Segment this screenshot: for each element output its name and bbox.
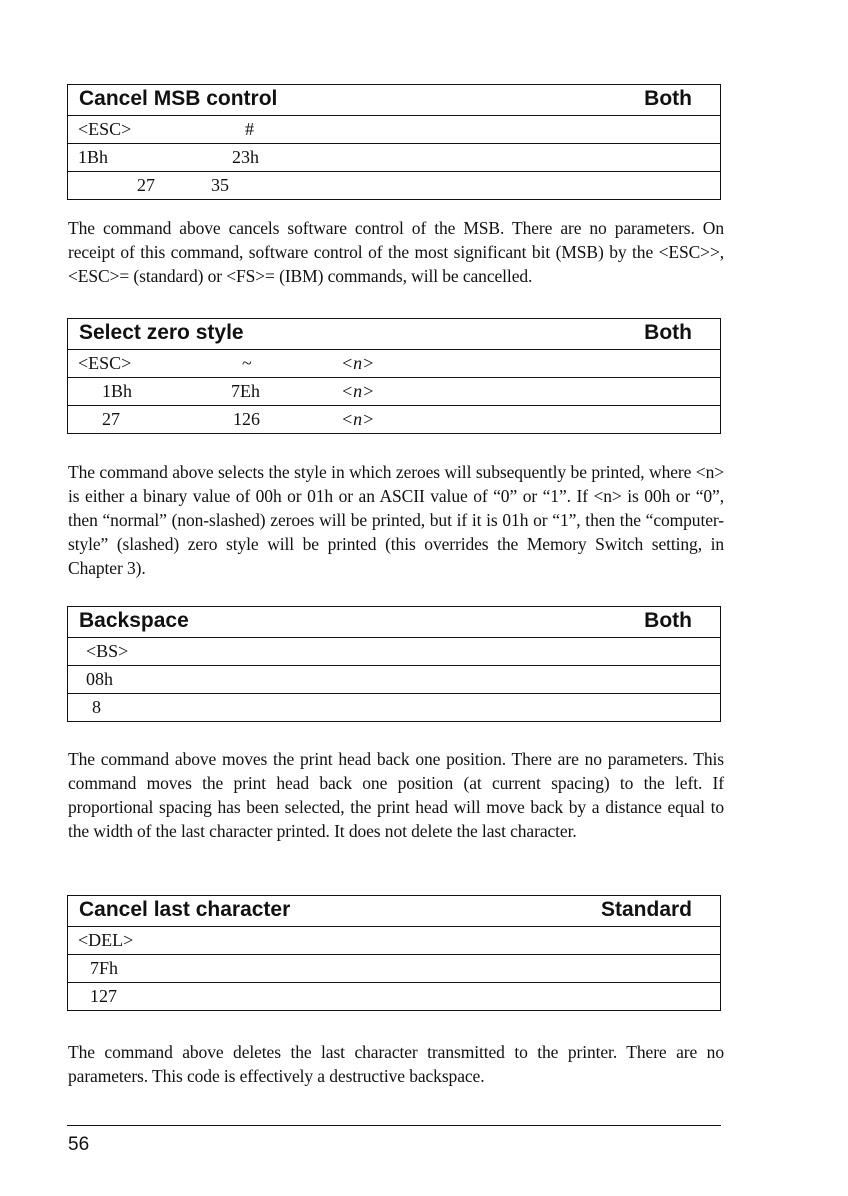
command-row-decimal — [68, 406, 720, 433]
command-row-hex — [68, 955, 720, 983]
description-paragraph: The command above deletes the last character transmitted to the printer. There are no parameters. This code is effectively a destructive backspace. — [68, 1042, 724, 1086]
description-paragraph: The command above cancels software control of the MSB. There are no parameters. On receipt of this command, software control of the most significant bit (MSB) by the <ESC>>, <ESC>= (standard) or <FS>= (IBM) commands, will be cancelled. — [68, 218, 724, 286]
command-row-ascii — [68, 116, 720, 144]
code-cell: <n> — [341, 381, 375, 401]
code-cell: <n> — [341, 353, 375, 373]
code-cell: # — [245, 119, 254, 139]
command-mode: Standard — [600, 898, 692, 921]
code-cell: <ESC> — [78, 353, 132, 373]
command-row-decimal — [68, 983, 720, 1010]
command-box-cancel-last-character — [67, 895, 721, 1011]
code-cell: 1Bh — [102, 381, 133, 401]
code-cell: 126 — [233, 409, 260, 429]
code-cell: 27 — [102, 409, 120, 429]
command-header — [68, 896, 720, 927]
code-cell: 7Eh — [231, 381, 260, 401]
code-cell: 27 — [137, 175, 155, 195]
command-box-cancel-msb — [67, 84, 721, 200]
command-box-backspace — [67, 606, 721, 722]
description-paragraph: The command above moves the print head back one position. There are no parameters. This command moves the print head back one position (at current spacing) to the left. If proportional spacing has been selected, the print head will move back by a distance equal to the width of the last character printed. It does not delete the last character. — [68, 749, 724, 841]
code-cell: <n> — [341, 409, 375, 429]
command-title: Cancel MSB control — [79, 87, 278, 110]
footer-rule — [67, 1125, 721, 1126]
command-mode: Both — [644, 321, 692, 344]
description-paragraph: The command above selects the style in which zeroes will subsequently be printed, where <n> is either a binary value of 00h or 01h or an ASCII value of “0” or “1”. If <n> is 00h or “0”, then “normal” (non-slashed) zeroes will be printed, but if it is 01h or “1”, then the “computer-style” (slashed) zero style will be printed (this overrides the Memory Switch setting, in Chapter 3). — [68, 462, 724, 578]
command-header — [68, 85, 720, 116]
command-title: Select zero style — [79, 321, 244, 344]
command-header — [68, 319, 720, 350]
command-box-select-zero-style — [67, 318, 721, 434]
code-cell: <BS> — [86, 641, 129, 661]
page-number: 56 — [68, 1134, 90, 1155]
code-cell: 8 — [92, 697, 101, 717]
code-cell: 127 — [90, 986, 117, 1006]
command-row-decimal — [68, 172, 720, 199]
command-row-hex — [68, 666, 720, 694]
command-header — [68, 607, 720, 638]
code-cell: 08h — [86, 669, 113, 689]
code-cell: 1Bh — [78, 147, 109, 167]
command-row-hex — [68, 144, 720, 172]
command-row-hex — [68, 378, 720, 406]
command-mode: Both — [644, 87, 692, 110]
command-row-ascii — [68, 638, 720, 666]
code-cell: 23h — [232, 147, 259, 167]
code-cell: 7Fh — [90, 958, 119, 978]
command-row-decimal — [68, 694, 720, 721]
command-title: Backspace — [79, 609, 189, 632]
code-cell: <DEL> — [78, 930, 134, 950]
command-row-ascii — [68, 927, 720, 955]
command-mode: Both — [644, 609, 692, 632]
command-title: Cancel last character — [79, 898, 291, 921]
code-cell: ~ — [242, 353, 252, 373]
code-cell: <ESC> — [78, 119, 132, 139]
code-cell: 35 — [211, 175, 229, 195]
command-row-ascii — [68, 350, 720, 378]
